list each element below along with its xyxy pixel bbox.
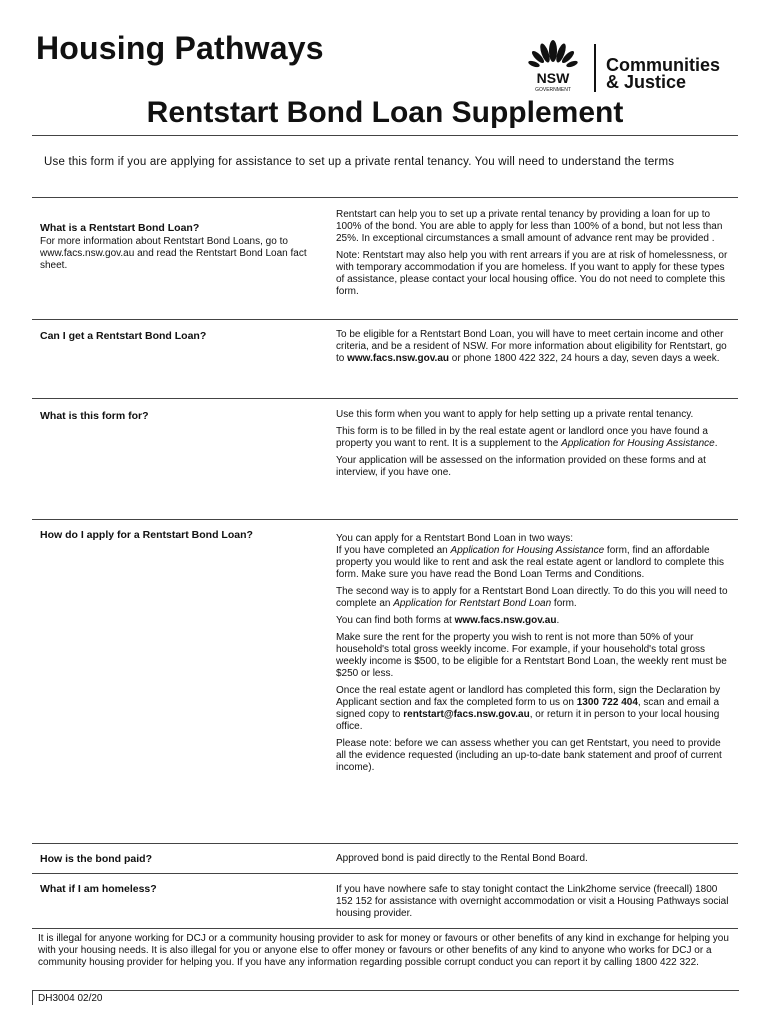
- form-code-box: [32, 990, 739, 1005]
- answer-paragraph: Approved bond is paid directly to the Rental Bond Board.: [336, 853, 588, 864]
- logo-divider: [594, 44, 596, 92]
- divider: [32, 519, 738, 520]
- answer-can-i-get: [336, 329, 731, 370]
- answer-paragraph: Your application will be assessed on the information provided on these forms and at interview, if you have one.: [336, 455, 706, 478]
- divider: [32, 928, 738, 929]
- answer-how-do-i-apply: [336, 533, 731, 779]
- answer-paragraph: Make sure the rent for the property you wish to rent is not more than 50% of your household's total gross weekly income. For example, if your household's total gross weekly income is $500, to be eligible for a Rentstart Bond Loan, the weekly rent must be $250 or less.: [336, 632, 727, 679]
- facs-link[interactable]: www.facs.nsw.gov.au: [454, 615, 557, 626]
- answer-paragraph: Once the real estate agent or landlord has completed this form, sign the Declaration by Applicant section and fax the completed form to us on 1300 722 404, scan and email a signed copy to rentstart@facs.nsw.gov.au, or return it in person to your local housing office.: [336, 685, 721, 732]
- facs-link[interactable]: www.facs.nsw.gov.au: [347, 353, 449, 364]
- divider: [32, 398, 738, 399]
- logo-nsw-text: NSW: [536, 70, 570, 86]
- divider: [32, 873, 738, 874]
- question-what-is-form-for: What is this form for?: [40, 410, 149, 422]
- answer-how-is-bond-paid: [336, 853, 731, 870]
- answer-paragraph: Use this form when you want to apply for help setting up a private rental tenancy.: [336, 409, 694, 420]
- answer-homeless: [336, 884, 731, 925]
- answer-paragraph: You can find both forms at www.facs.nsw.gov.au.: [336, 615, 560, 626]
- answer-paragraph: Please note: before we can assess whether you can get Rentstart, you need to provide all the evidence requested (including an up-to-date bank statement and proof of current income).: [336, 738, 722, 773]
- logo-government-text: GOVERNMENT: [535, 87, 571, 93]
- answer-paragraph: You can apply for a Rentstart Bond Loan in two ways: If you have completed an Application for Housing Assistance form, find an affordable property you would like to rent and ask the real estate agent or landlord to complete this form. Make sure you have read the Bond Loan Terms and Conditions.: [336, 533, 725, 580]
- divider: [32, 135, 738, 136]
- form-code: DH3004 02/20: [38, 993, 103, 1004]
- answer-paragraph: To be eligible for a Rentstart Bond Loan, you will have to meet certain income and other criteria, and be a resident of NSW. For more information about eligibility for Rentstart, go to www.facs.nsw.gov.au or phone 1800 422 322, 24 hours a day, seven days a week.: [336, 329, 727, 364]
- answer-what-is-form-for: [336, 409, 731, 484]
- question-how-is-bond-paid: How is the bond paid?: [40, 853, 152, 865]
- intro-text: Use this form if you are applying for assistance to set up a private rental tenancy. You will need to understand the terms: [44, 156, 675, 168]
- answer-paragraph: Note: Rentstart may also help you with rent arrears if you are at risk of homelessness, or with temporary accommodation if you are homeless. If you want to apply for these types of assistance, please contact your local housing office. You do not need to complete this form.: [336, 250, 728, 297]
- answer-paragraph: Rentstart can help you to set up a private rental tenancy by providing a loan for up to 100% of the bond. You are able to apply for less than 100% of a bond, but not less than 25%. In exceptional circumstances a small amount of advance rent may be provided .: [336, 209, 723, 244]
- divider: [32, 319, 738, 320]
- answer-what-is-rentstart: [336, 209, 731, 303]
- question-can-i-get: Can I get a Rentstart Bond Loan?: [40, 330, 207, 342]
- answer-paragraph: If you have nowhere safe to stay tonight contact the Link2home service (freecall) 1800 152 152 for assistance with overnight accommodation or visit a Housing Pathways social housing provider.: [336, 884, 729, 919]
- question-homeless: What if I am homeless?: [40, 883, 157, 895]
- nsw-waratah-logo: [522, 37, 584, 93]
- department-line1: Communities: [606, 55, 721, 75]
- department-line2: & Justice: [606, 72, 687, 92]
- brand-title: Housing Pathways: [36, 30, 324, 66]
- fax-number: 1300 722 404: [576, 697, 638, 708]
- department-name: [606, 57, 720, 91]
- corruption-notice: It is illegal for anyone working for DCJ or a community housing provider to ask for money or favours or other benefits of any kind in exchange for helping you with your housing needs. It is also illegal for you or anyone else to offer money or favours or other benefits of any kind to anyone who works for DCJ or a community housing provider for helping you. If you have any information regarding possible corrupt conduct you can report it by calling 1800 422 322.: [38, 933, 729, 968]
- question-how-do-i-apply: How do I apply for a Rentstart Bond Loan?: [40, 529, 253, 541]
- rentstart-email-link[interactable]: rentstart@facs.nsw.gov.au: [403, 709, 530, 720]
- answer-paragraph: This form is to be filled in by the real estate agent or landlord once you have found a property you want to rent. It is a supplement to the Application for Housing Assistance.: [336, 426, 718, 449]
- divider: [32, 197, 738, 198]
- divider: [32, 843, 738, 844]
- page-title: Rentstart Bond Loan Supplement: [146, 96, 624, 129]
- question-what-is-rentstart: What is a Rentstart Bond Loan?: [40, 222, 200, 234]
- answer-paragraph: The second way is to apply for a Rentstart Bond Loan directly. To do this you will need to complete an Application for Rentstart Bond Loan form.: [336, 586, 728, 609]
- question-subtext: For more information about Rentstart Bond Loans, go to www.facs.nsw.gov.au and read the Rentstart Bond Loan fact sheet.: [40, 236, 307, 271]
